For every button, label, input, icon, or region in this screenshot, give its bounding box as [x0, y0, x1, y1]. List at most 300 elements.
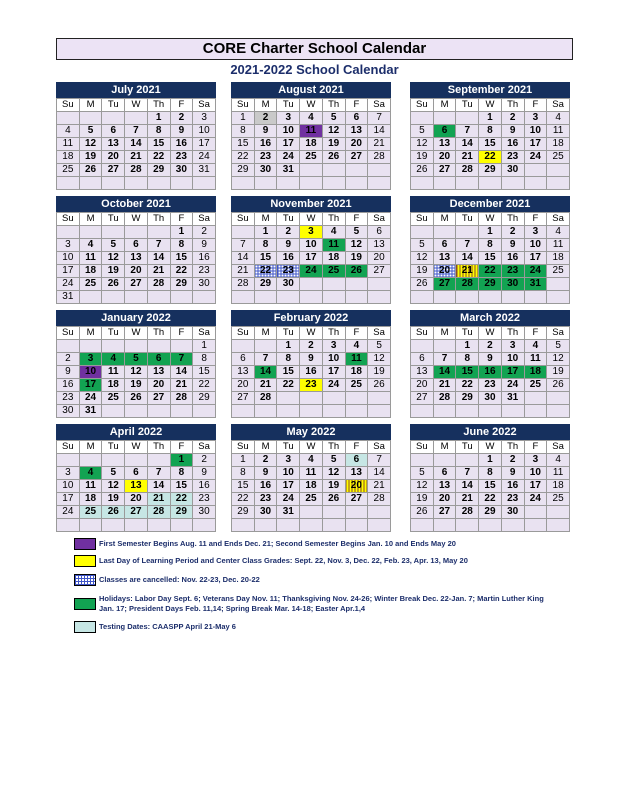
- empty-cell: [232, 291, 255, 304]
- day-cell: 28: [254, 392, 277, 405]
- day-cell: 20: [368, 252, 391, 265]
- day-cell: 16: [501, 252, 524, 265]
- empty-cell: [411, 519, 434, 532]
- day-cell: 23: [57, 392, 80, 405]
- month-title: January 2022: [56, 310, 216, 326]
- weekday-label: W: [125, 327, 148, 340]
- empty-cell: [479, 519, 502, 532]
- day-cell: 25: [300, 493, 323, 506]
- empty-cell: [433, 291, 456, 304]
- day-cell: 17: [322, 366, 345, 379]
- empty-cell: [57, 519, 80, 532]
- empty-cell: [456, 226, 479, 239]
- day-cell: 22: [277, 379, 300, 392]
- empty-cell: [368, 519, 391, 532]
- day-cell: 24: [501, 379, 524, 392]
- day-cell: 13: [368, 239, 391, 252]
- empty-cell: [102, 340, 125, 353]
- weekday-label: Th: [322, 213, 345, 226]
- day-cell: 11: [300, 125, 323, 138]
- week-row: [57, 125, 216, 138]
- day-cell: 7: [368, 112, 391, 125]
- week-row: [57, 366, 216, 379]
- day-cell: 20: [345, 480, 368, 493]
- day-cell: 3: [277, 454, 300, 467]
- day-cell: 10: [322, 353, 345, 366]
- legend-text: Classes are cancelled: Nov. 22-23, Dec. 20-22: [99, 575, 260, 584]
- day-cell: 26: [125, 392, 148, 405]
- week-row: [411, 112, 570, 125]
- weekday-label: Sa: [547, 441, 570, 454]
- day-cell: 2: [479, 340, 502, 353]
- empty-cell: [102, 454, 125, 467]
- day-cell: 10: [57, 480, 80, 493]
- day-cell: 24: [524, 493, 547, 506]
- day-cell: 26: [411, 164, 434, 177]
- week-row: [232, 265, 391, 278]
- day-cell: 29: [456, 392, 479, 405]
- weekday-label: M: [254, 441, 277, 454]
- day-cell: 8: [170, 239, 193, 252]
- week-row: [411, 252, 570, 265]
- empty-cell: [368, 164, 391, 177]
- legend-swatch: [74, 621, 96, 633]
- day-cell: 30: [479, 392, 502, 405]
- week-row: [57, 151, 216, 164]
- day-cell: 20: [411, 379, 434, 392]
- empty-cell: [254, 340, 277, 353]
- day-cell: 8: [232, 467, 255, 480]
- month-grid: [410, 212, 570, 304]
- month-grid: [231, 212, 391, 304]
- day-cell: 13: [433, 138, 456, 151]
- day-cell: 27: [147, 392, 170, 405]
- empty-cell: [345, 291, 368, 304]
- day-cell: 18: [300, 138, 323, 151]
- empty-cell: [125, 519, 148, 532]
- empty-cell: [368, 392, 391, 405]
- week-row: [57, 164, 216, 177]
- day-cell: 16: [170, 138, 193, 151]
- month-title: April 2022: [56, 424, 216, 440]
- day-cell: 13: [125, 480, 148, 493]
- week-row: [411, 366, 570, 379]
- empty-cell: [501, 177, 524, 190]
- day-cell: 19: [411, 493, 434, 506]
- day-cell: 11: [547, 125, 570, 138]
- day-cell: 3: [79, 353, 102, 366]
- weekday-label: W: [125, 99, 148, 112]
- empty-cell: [147, 340, 170, 353]
- day-cell: 21: [170, 379, 193, 392]
- weekday-label: Th: [322, 441, 345, 454]
- legend-item: [74, 538, 554, 550]
- day-cell: 9: [501, 239, 524, 252]
- day-cell: 12: [79, 138, 102, 151]
- day-cell: 14: [125, 138, 148, 151]
- empty-cell: [170, 519, 193, 532]
- month-grid: [56, 98, 216, 190]
- day-cell: 28: [456, 506, 479, 519]
- empty-cell: [433, 519, 456, 532]
- day-cell: 3: [322, 340, 345, 353]
- day-cell: 12: [547, 353, 570, 366]
- week-row: [411, 291, 570, 304]
- day-cell: 11: [102, 366, 125, 379]
- empty-cell: [479, 291, 502, 304]
- day-cell: 28: [147, 278, 170, 291]
- month-title: May 2022: [231, 424, 391, 440]
- day-cell: 12: [411, 252, 434, 265]
- empty-cell: [368, 405, 391, 418]
- day-cell: 15: [479, 138, 502, 151]
- day-cell: 20: [125, 493, 148, 506]
- weekday-label: Sa: [368, 213, 391, 226]
- day-cell: 25: [547, 265, 570, 278]
- day-cell: 3: [501, 340, 524, 353]
- day-cell: 24: [79, 392, 102, 405]
- weekday-label: M: [79, 327, 102, 340]
- empty-cell: [524, 164, 547, 177]
- weekday-label: Su: [411, 213, 434, 226]
- day-cell: 4: [300, 454, 323, 467]
- day-cell: 18: [79, 493, 102, 506]
- day-cell: 23: [254, 493, 277, 506]
- weekday-label: Tu: [102, 99, 125, 112]
- week-row: [232, 506, 391, 519]
- empty-cell: [277, 291, 300, 304]
- month-oct-2021: [56, 196, 216, 304]
- month-feb-2022: [231, 310, 391, 418]
- empty-cell: [232, 340, 255, 353]
- day-cell: 22: [479, 265, 502, 278]
- day-cell: 10: [300, 239, 323, 252]
- day-cell: 26: [345, 265, 368, 278]
- empty-cell: [456, 112, 479, 125]
- empty-cell: [322, 519, 345, 532]
- day-cell: 3: [57, 239, 80, 252]
- empty-cell: [547, 405, 570, 418]
- weekday-label: M: [254, 327, 277, 340]
- day-cell: 13: [147, 366, 170, 379]
- day-cell: 25: [524, 379, 547, 392]
- day-cell: 15: [232, 138, 255, 151]
- day-cell: 31: [277, 164, 300, 177]
- empty-cell: [147, 177, 170, 190]
- day-cell: 16: [300, 366, 323, 379]
- empty-cell: [125, 454, 148, 467]
- weekday-label: W: [300, 441, 323, 454]
- day-cell: 15: [277, 366, 300, 379]
- day-cell: 1: [479, 226, 502, 239]
- empty-cell: [300, 291, 323, 304]
- day-cell: 16: [501, 138, 524, 151]
- weekday-label: Tu: [277, 441, 300, 454]
- day-cell: 6: [411, 353, 434, 366]
- day-cell: 9: [254, 467, 277, 480]
- empty-cell: [254, 291, 277, 304]
- day-cell: 14: [147, 252, 170, 265]
- weekday-label: Tu: [456, 213, 479, 226]
- day-cell: 4: [322, 226, 345, 239]
- weekday-label: Th: [147, 213, 170, 226]
- week-row: [57, 392, 216, 405]
- month-grid: [231, 326, 391, 418]
- day-cell: 27: [125, 278, 148, 291]
- day-cell: 27: [411, 392, 434, 405]
- day-cell: 24: [322, 379, 345, 392]
- day-cell: 10: [193, 125, 216, 138]
- day-cell: 13: [345, 125, 368, 138]
- empty-cell: [322, 177, 345, 190]
- weekday-label: Tu: [456, 327, 479, 340]
- day-cell: 29: [193, 392, 216, 405]
- empty-cell: [411, 177, 434, 190]
- empty-cell: [547, 278, 570, 291]
- weekday-label: Sa: [547, 327, 570, 340]
- weekday-label: W: [125, 441, 148, 454]
- empty-cell: [345, 392, 368, 405]
- weekday-label: Tu: [277, 327, 300, 340]
- day-cell: 27: [433, 278, 456, 291]
- day-cell: 10: [524, 239, 547, 252]
- day-cell: 2: [170, 112, 193, 125]
- day-cell: 20: [433, 493, 456, 506]
- empty-cell: [277, 405, 300, 418]
- month-grid: [410, 326, 570, 418]
- weekday-label: Tu: [456, 441, 479, 454]
- weekday-label: Sa: [547, 99, 570, 112]
- day-cell: 17: [300, 252, 323, 265]
- day-cell: 12: [345, 239, 368, 252]
- empty-cell: [79, 112, 102, 125]
- day-cell: 12: [411, 138, 434, 151]
- empty-cell: [433, 405, 456, 418]
- day-cell: 6: [102, 125, 125, 138]
- day-cell: 20: [102, 151, 125, 164]
- day-cell: 1: [479, 112, 502, 125]
- day-cell: 29: [254, 278, 277, 291]
- week-row: [411, 151, 570, 164]
- day-cell: 21: [147, 265, 170, 278]
- day-cell: 5: [322, 454, 345, 467]
- empty-cell: [368, 506, 391, 519]
- day-cell: 11: [524, 353, 547, 366]
- weekday-label: Sa: [193, 213, 216, 226]
- weekday-label: Tu: [456, 99, 479, 112]
- weekday-label: M: [254, 213, 277, 226]
- day-cell: 25: [102, 392, 125, 405]
- day-cell: 8: [193, 353, 216, 366]
- week-row: [232, 467, 391, 480]
- day-cell: 7: [456, 239, 479, 252]
- day-cell: 30: [57, 405, 80, 418]
- week-row: [57, 493, 216, 506]
- day-cell: 15: [456, 366, 479, 379]
- week-row: [411, 480, 570, 493]
- empty-cell: [254, 405, 277, 418]
- empty-cell: [547, 506, 570, 519]
- day-cell: 15: [147, 138, 170, 151]
- week-row: [57, 177, 216, 190]
- week-row: [232, 291, 391, 304]
- day-cell: 14: [456, 252, 479, 265]
- day-cell: 22: [147, 151, 170, 164]
- month-jul-2021: [56, 82, 216, 190]
- empty-cell: [456, 519, 479, 532]
- empty-cell: [322, 291, 345, 304]
- day-cell: 14: [232, 252, 255, 265]
- week-row: [232, 405, 391, 418]
- day-cell: 5: [547, 340, 570, 353]
- empty-cell: [125, 226, 148, 239]
- day-cell: 16: [193, 480, 216, 493]
- day-cell: 21: [433, 379, 456, 392]
- weekday-label: Th: [147, 441, 170, 454]
- day-cell: 28: [147, 506, 170, 519]
- weekday-label: Tu: [102, 213, 125, 226]
- day-cell: 19: [125, 379, 148, 392]
- day-cell: 26: [322, 493, 345, 506]
- day-cell: 14: [368, 467, 391, 480]
- weekday-label: W: [300, 213, 323, 226]
- day-cell: 11: [322, 239, 345, 252]
- month-title: September 2021: [410, 82, 570, 98]
- month-grid: [56, 326, 216, 418]
- day-cell: 6: [368, 226, 391, 239]
- empty-cell: [345, 519, 368, 532]
- empty-cell: [524, 519, 547, 532]
- week-row: [411, 467, 570, 480]
- weekday-label: W: [300, 99, 323, 112]
- empty-cell: [102, 405, 125, 418]
- day-cell: 18: [57, 151, 80, 164]
- week-row: [232, 379, 391, 392]
- day-cell: 24: [193, 151, 216, 164]
- month-may-2022: [231, 424, 391, 532]
- empty-cell: [79, 340, 102, 353]
- day-cell: 5: [102, 239, 125, 252]
- week-row: [411, 125, 570, 138]
- day-cell: 18: [547, 252, 570, 265]
- month-grid: [410, 98, 570, 190]
- day-cell: 9: [277, 239, 300, 252]
- month-sep-2021: [410, 82, 570, 190]
- weekday-label: W: [479, 213, 502, 226]
- day-cell: 24: [277, 493, 300, 506]
- day-cell: 4: [547, 112, 570, 125]
- weekday-label: Tu: [102, 441, 125, 454]
- day-cell: 21: [232, 265, 255, 278]
- day-cell: 12: [322, 125, 345, 138]
- empty-cell: [193, 519, 216, 532]
- empty-cell: [411, 454, 434, 467]
- day-cell: 29: [479, 164, 502, 177]
- weekday-label: Sa: [368, 327, 391, 340]
- week-row: [232, 366, 391, 379]
- week-row: [57, 265, 216, 278]
- day-cell: 8: [479, 467, 502, 480]
- empty-cell: [232, 405, 255, 418]
- empty-cell: [300, 278, 323, 291]
- legend-swatch: [74, 598, 96, 610]
- month-title: July 2021: [56, 82, 216, 98]
- day-cell: 31: [193, 164, 216, 177]
- day-cell: 26: [411, 278, 434, 291]
- weekday-label: Su: [232, 327, 255, 340]
- empty-cell: [147, 454, 170, 467]
- empty-cell: [411, 291, 434, 304]
- month-grid: [231, 440, 391, 532]
- day-cell: 26: [102, 506, 125, 519]
- month-jun-2022: [410, 424, 570, 532]
- empty-cell: [524, 392, 547, 405]
- month-aug-2021: [231, 82, 391, 190]
- day-cell: 29: [232, 506, 255, 519]
- day-cell: 11: [79, 252, 102, 265]
- empty-cell: [254, 177, 277, 190]
- week-row: [57, 379, 216, 392]
- day-cell: 24: [57, 506, 80, 519]
- day-cell: 21: [125, 151, 148, 164]
- day-cell: 30: [193, 506, 216, 519]
- day-cell: 1: [147, 112, 170, 125]
- month-title: August 2021: [231, 82, 391, 98]
- weekday-label: Th: [147, 99, 170, 112]
- day-cell: 23: [170, 151, 193, 164]
- week-row: [411, 506, 570, 519]
- empty-cell: [524, 291, 547, 304]
- empty-cell: [322, 164, 345, 177]
- week-row: [232, 353, 391, 366]
- day-cell: 28: [456, 164, 479, 177]
- day-cell: 19: [368, 366, 391, 379]
- day-cell: 8: [170, 467, 193, 480]
- day-cell: 21: [368, 138, 391, 151]
- day-cell: 9: [57, 366, 80, 379]
- weekday-label: Su: [232, 213, 255, 226]
- day-cell: 24: [524, 151, 547, 164]
- week-row: [232, 252, 391, 265]
- empty-cell: [345, 278, 368, 291]
- day-cell: 7: [456, 125, 479, 138]
- day-cell: 16: [254, 480, 277, 493]
- weekday-label: W: [125, 213, 148, 226]
- empty-cell: [193, 291, 216, 304]
- day-cell: 23: [479, 379, 502, 392]
- day-cell: 18: [102, 379, 125, 392]
- empty-cell: [102, 177, 125, 190]
- day-cell: 29: [170, 278, 193, 291]
- day-cell: 14: [170, 366, 193, 379]
- month-title: October 2021: [56, 196, 216, 212]
- day-cell: 16: [57, 379, 80, 392]
- empty-cell: [102, 519, 125, 532]
- empty-cell: [322, 278, 345, 291]
- empty-cell: [57, 454, 80, 467]
- day-cell: 21: [368, 480, 391, 493]
- day-cell: 2: [300, 340, 323, 353]
- day-cell: 15: [170, 252, 193, 265]
- day-cell: 27: [125, 506, 148, 519]
- day-cell: 28: [125, 164, 148, 177]
- empty-cell: [147, 226, 170, 239]
- weekday-label: F: [170, 213, 193, 226]
- legend-text: Last Day of Learning Period and Center Class Grades: Sept. 22, Nov. 3, Dec. 22, Feb. 23, Apr. 13, May 20: [99, 556, 468, 565]
- day-cell: 27: [345, 493, 368, 506]
- month-grid: [56, 212, 216, 304]
- week-row: [57, 405, 216, 418]
